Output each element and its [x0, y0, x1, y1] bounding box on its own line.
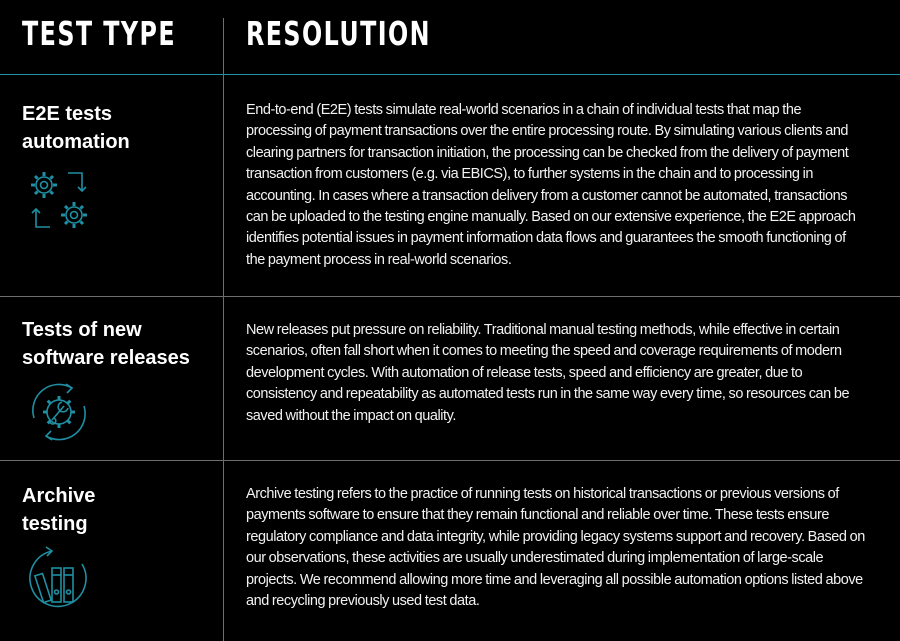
table-header	[0, 0, 900, 75]
header-resolution: RESOLUTION	[246, 14, 431, 53]
row-title-archive: Archive testing	[22, 485, 96, 535]
gears-cycle-icon	[22, 163, 96, 237]
row-text-releases: New releases put pressure on reliability. Traditional manual testing methods, while effective in certain scenarios, often fall short when it comes to meeting the speed and coverage requirements of modern development cycles. With automation of release tests, speed and efficiency are greater, due to consistency and repeatability as automated tests run in the same way every time, so resources can be saved without the impact on quality.	[246, 322, 850, 424]
row-text-archive: Archive testing refers to the practice of running tests on historical transactions or previous versions of payments software to ensure that they remain functional and reliable over time. These tests ensure regulatory compliance and data integrity, while providing legacy systems support and recovery. Based on our observations, these activities are usually underestimated during implementation of large-scale projects. We recommend allowing more time and leveraging all possible automation options listed above and recycling previously used test data.	[246, 486, 865, 610]
row-separator	[0, 296, 900, 297]
gear-wrench-refresh-icon	[22, 378, 96, 446]
header-test-type: TEST TYPE	[22, 14, 177, 53]
row-text-e2e: End-to-end (E2E) tests simulate real-world scenarios in a chain of individual tests that map the processing of payment transactions over the entire processing route. By simulating various clients and clearing partners for transaction initiation, the processing can be checked from the delivery of payment transaction from customers (e.g. via EBICS), to further systems in the chain and to processing in accounting. In cases where a transaction delivery from a customer cannot be automated, transactions can be uploaded to the testing engine manually. Based on our extensive experience, the E2E approach identifies potential issues in payment information data flows and guarantees the smooth functioning of the payment process in real-world scenarios.	[246, 102, 856, 268]
row-title-releases: Tests of new software releases	[22, 319, 190, 369]
column-divider	[223, 18, 224, 641]
row-title-e2e: E2E tests automation	[22, 103, 130, 153]
row-separator	[0, 460, 900, 461]
archive-binders-icon	[22, 544, 96, 614]
